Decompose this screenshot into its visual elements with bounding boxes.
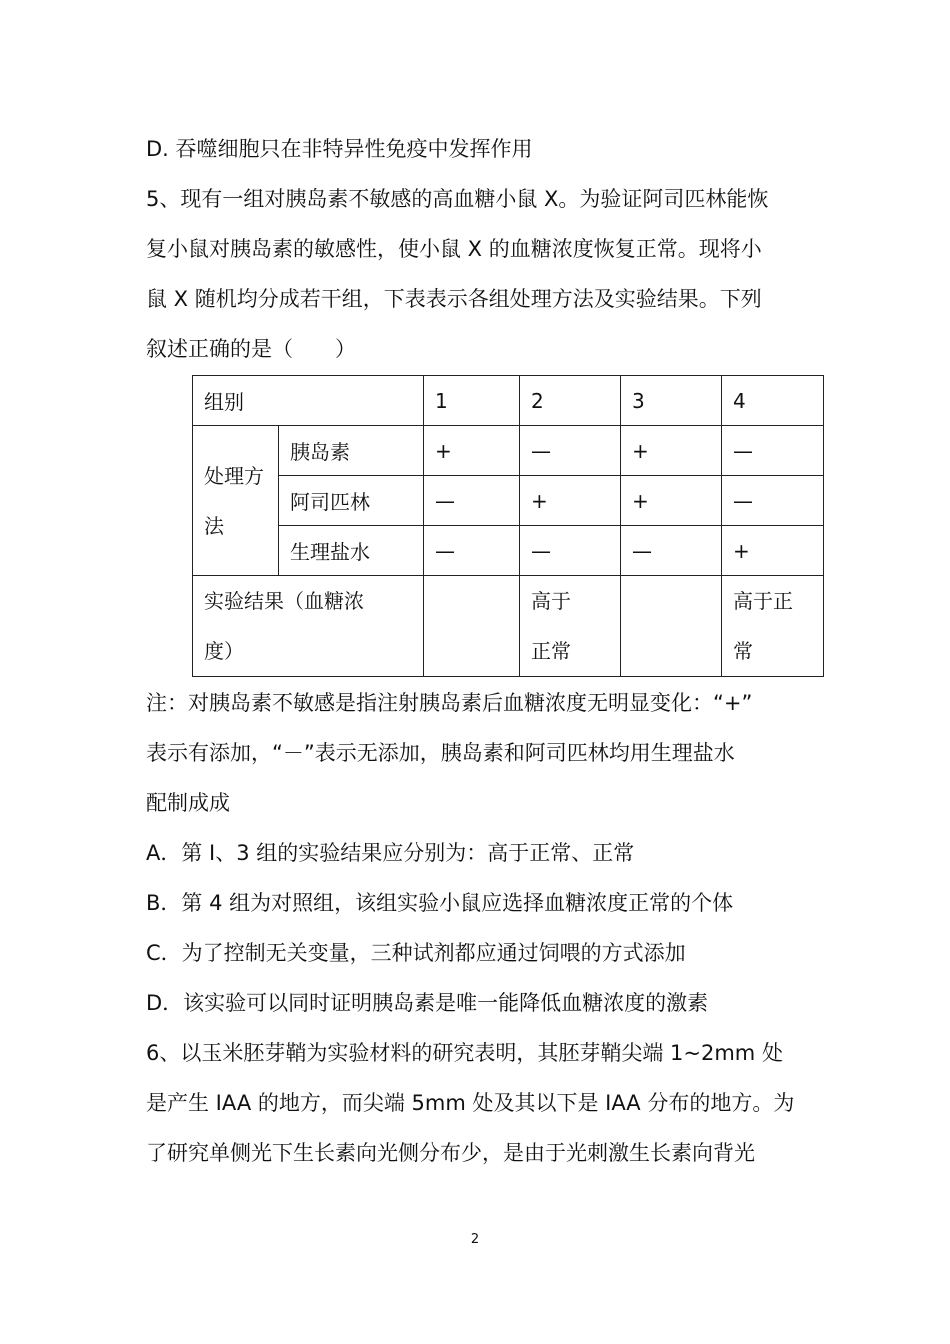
group-cell: 2 bbox=[520, 376, 621, 426]
table-row bbox=[193, 526, 824, 576]
option-a: A．第 I、3 组的实验结果应分别为：高于正常、正常 bbox=[146, 841, 635, 865]
treatment-value-cell: + bbox=[424, 426, 520, 476]
treatment-value-cell: — bbox=[722, 476, 824, 526]
result-cell: 高于正常 bbox=[722, 576, 824, 677]
page-number: 2 bbox=[470, 1232, 480, 1247]
group-cell: 1 bbox=[424, 376, 520, 426]
treatment-label-cell bbox=[193, 426, 279, 576]
question-6-line1: 6、以玉米胚芽鞘为实验材料的研究表明，其胚芽鞘尖端 1~2mm 处 bbox=[146, 1041, 783, 1065]
treatment-name-cell: 胰岛素 bbox=[279, 426, 424, 476]
question-6-line3: 了研究单侧光下生长素向光侧分布少，是由于光刺激生长素向背光 bbox=[146, 1141, 755, 1165]
treatment-value-cell: — bbox=[520, 526, 621, 576]
table-header-row bbox=[193, 376, 824, 426]
result-cell bbox=[424, 576, 520, 677]
treatment-value-cell: — bbox=[424, 476, 520, 526]
treatment-value-cell: + bbox=[722, 526, 824, 576]
group-cell: 4 bbox=[722, 376, 824, 426]
option-d-q4: D. 吞噬细胞只在非特异性免疫中发挥作用 bbox=[146, 137, 533, 161]
treatment-value-cell: + bbox=[621, 476, 722, 526]
question-5-stem-line1: 5、现有一组对胰岛素不敏感的高血糖小鼠 X。为验证阿司匹林能恢 bbox=[146, 187, 769, 211]
table-row bbox=[193, 426, 824, 476]
treatment-value-cell: + bbox=[520, 476, 621, 526]
option-d: D．该实验可以同时证明胰岛素是唯一能降低血糖浓度的激素 bbox=[146, 991, 709, 1015]
question-5-stem-line4: 叙述正确的是（ ） bbox=[146, 337, 356, 361]
question-5-stem-line3: 鼠 X 随机均分成若干组，下表表示各组处理方法及实验结果。下列 bbox=[146, 287, 762, 311]
experiment-table bbox=[192, 375, 824, 677]
treatment-label: 处理方法 bbox=[204, 463, 264, 538]
group-cell: 3 bbox=[621, 376, 722, 426]
table-row bbox=[193, 476, 824, 526]
result-cell bbox=[621, 576, 722, 677]
treatment-value-cell: — bbox=[424, 526, 520, 576]
treatment-name-cell: 生理盐水 bbox=[279, 526, 424, 576]
group-label-cell: 组别 bbox=[193, 376, 424, 426]
result-row bbox=[193, 576, 824, 677]
treatment-value-cell: — bbox=[722, 426, 824, 476]
treatment-name-cell: 阿司匹林 bbox=[279, 476, 424, 526]
note-line3: 配制成成 bbox=[146, 791, 230, 815]
option-c: C．为了控制无关变量，三种试剂都应通过饲喂的方式添加 bbox=[146, 941, 686, 965]
treatment-value-cell: — bbox=[621, 526, 722, 576]
question-5-stem-line2: 复小鼠对胰岛素的敏感性，使小鼠 X 的血糖浓度恢复正常。现将小 bbox=[146, 237, 762, 261]
option-b: B．第 4 组为对照组，该组实验小鼠应选择血糖浓度正常的个体 bbox=[146, 891, 734, 915]
treatment-value-cell: — bbox=[520, 426, 621, 476]
result-label: 实验结果（血糖浓度） bbox=[204, 589, 364, 663]
note-line1: 注：对胰岛素不敏感是指注射胰岛素后血糖浓度无明显变化：“+” bbox=[146, 691, 753, 715]
result-label-cell bbox=[193, 576, 424, 677]
note-line2: 表示有添加，“－”表示无添加，胰岛素和阿司匹林均用生理盐水 bbox=[146, 741, 735, 765]
question-6-line2: 是产生 IAA 的地方，而尖端 5mm 处及其以下是 IAA 分布的地方。为 bbox=[146, 1091, 795, 1115]
treatment-value-cell: + bbox=[621, 426, 722, 476]
result-cell: 高于正常 bbox=[520, 576, 621, 677]
